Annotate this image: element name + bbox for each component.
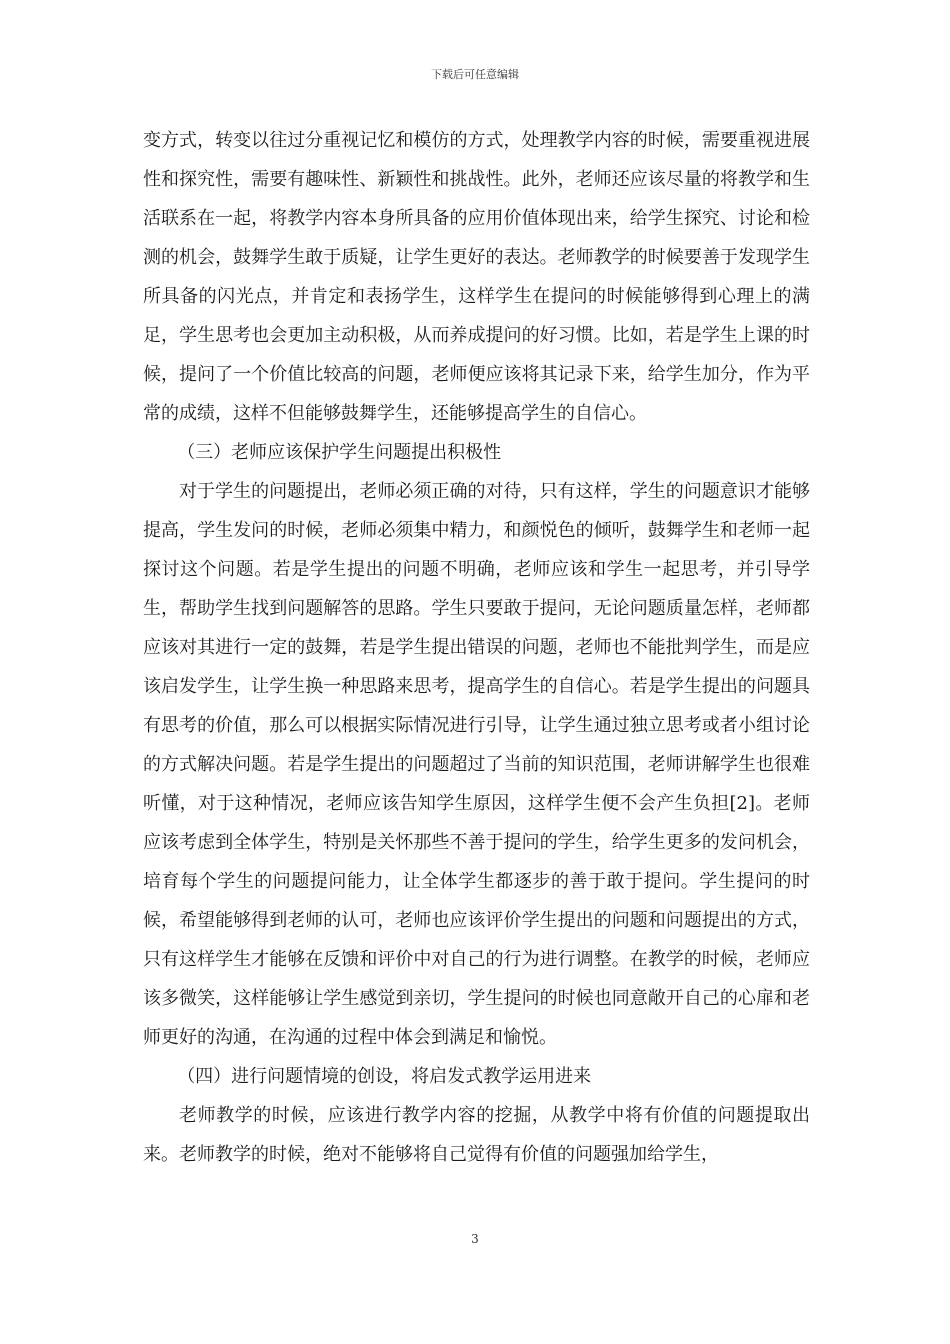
page-header: 下载后可任意编辑: [431, 68, 519, 81]
document-body: [143, 121, 810, 1174]
page-number: 3: [471, 1232, 479, 1246]
section-heading-3: （三）老师应该保护学生问题提出积极性: [177, 442, 502, 463]
paragraph: 对于学生的问题提出，老师必须正确的对待，只有这样，学生的问题意识才能够提高，学生发问的时候，老师必须集中精力，和颜悦色的倾听，鼓舞学生和老师一起探讨这个问题。若是学生提出的问题不明确，老师应该和学生一起思考，并引导学生，帮助学生找到问题解答的思路。学生只要敢于提问，无论问题质量怎样，老师都应该对其进行一定的鼓舞，若是学生提出错误的问题，老师也不能批判学生，而是应该启发学生，让学生换一种思路来思考，提高学生的自信心。若是学生提出的问题具有思考的价值，那么可以根据实际情况进行引导，让学生通过独立思考或者小组讨论的方式解决问题。若是学生提出的问题超过了当前的知识范围，老师讲解学生也很难听懂，对于这种情况，老师应该告知学生原因，这样学生便不会产生负担[2]。老师应该考虑到全体学生，特别是关怀那些不善于提问的学生，给学生更多的发问机会，培育每个学生的问题提问能力，让全体学生都逐步的善于敢于提问。学生提问的时候，希望能够得到老师的认可，老师也应该评价学生提出的问题和问题提出的方式，只有这样学生才能够在反馈和评价中对自己的行为进行调整。在教学的时候，老师应该多微笑，这样能够让学生感觉到亲切，学生提问的时候也同意敞开自己的心扉和老师更好的沟通，在沟通的过程中体会到满足和愉悦。: [143, 481, 810, 1048]
section-heading-4: （四）进行问题情境的创设，将启发式教学运用进来: [177, 1066, 592, 1087]
paragraph-continued: 变方式，转变以往过分重视记忆和模仿的方式，处理教学内容的时候，需要重视进展性和探究性，需要有趣味性、新颖性和挑战性。此外，老师还应该尽量的将教学和生活联系在一起，将教学内容本身所具备的应用价值体现出来，给学生探究、讨论和检测的机会，鼓舞学生敢于质疑，让学生更好的表达。老师教学的时候要善于发现学生所具备的闪光点，并肯定和表扬学生，这样学生在提问的时候能够得到心理上的满足，学生思考也会更加主动积极，从而养成提问的好习惯。比如，若是学生上课的时候，提问了一个价值比较高的问题，老师便应该将其记录下来，给学生加分，作为平常的成绩，这样不但能够鼓舞学生，还能够提高学生的自信心。: [143, 130, 810, 424]
paragraph: 老师教学的时候，应该进行教学内容的挖掘，从教学中将有价值的问题提取出来。老师教学的时候，绝对不能够将自己觉得有价值的问题强加给学生，: [143, 1105, 810, 1165]
